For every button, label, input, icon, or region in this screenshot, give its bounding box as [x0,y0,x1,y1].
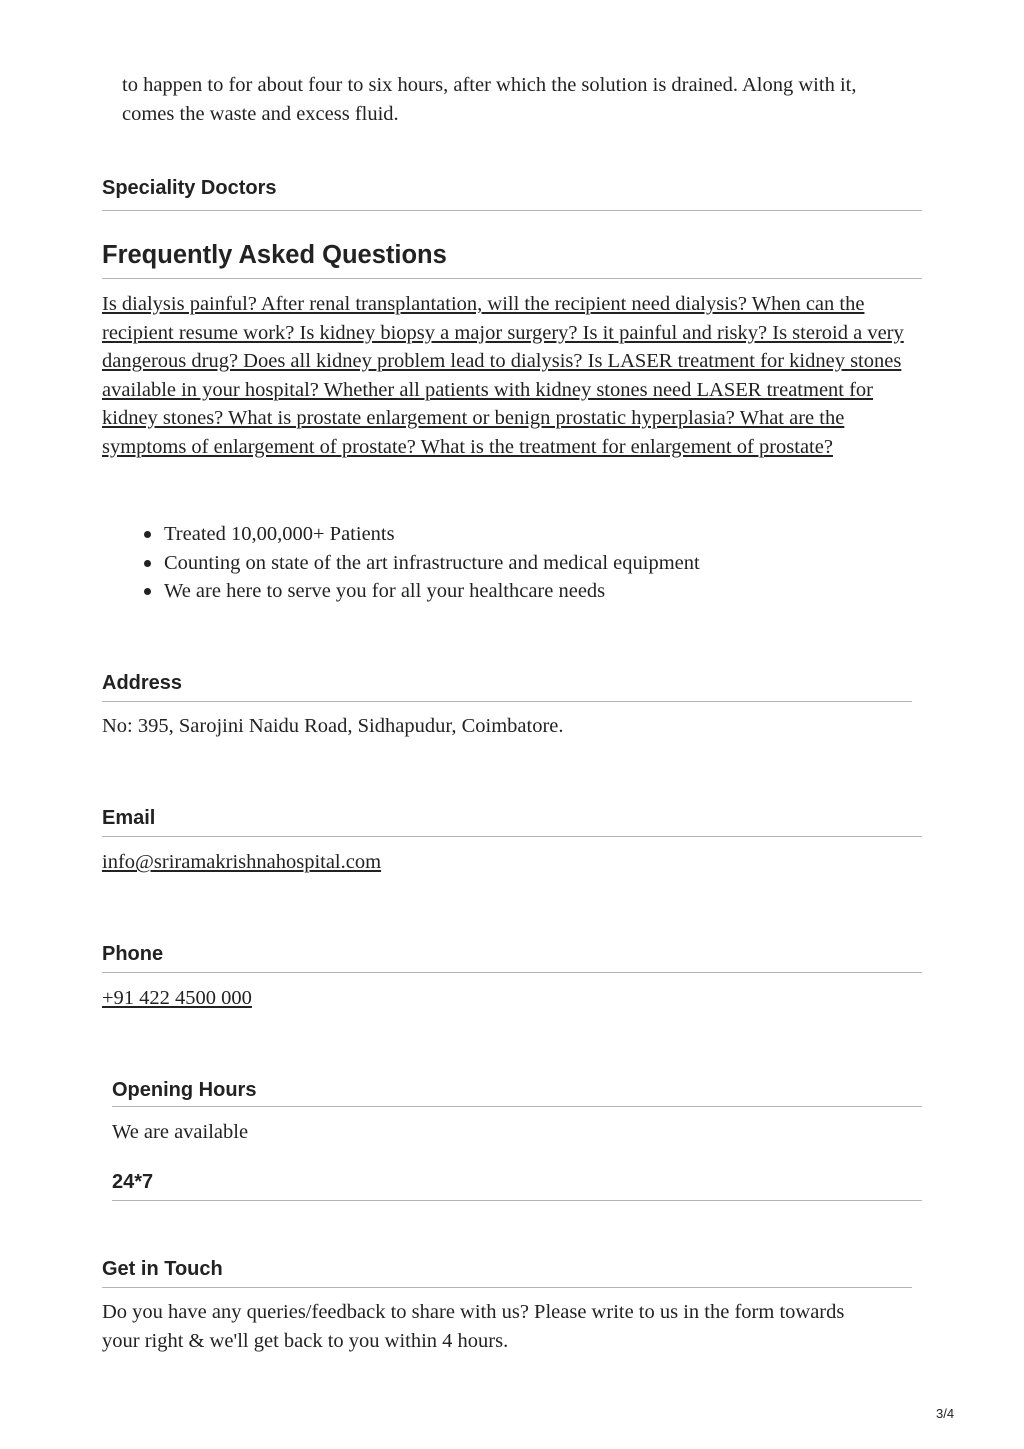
faq-links [102,290,917,461]
faq-heading: Frequently Asked Questions [102,241,447,269]
speciality-doctors-heading: Speciality Doctors [102,177,277,199]
get-in-touch-heading: Get in Touch [102,1258,223,1280]
email-divider [102,836,922,837]
address-heading: Address [102,672,183,694]
opening-hours-heading: Opening Hours [112,1079,257,1101]
address-divider [102,701,912,702]
phone-link[interactable]: +91 422 4500 000 [102,987,252,1009]
list-item: Treated 10,00,000+ Patients [102,520,902,549]
email-link[interactable]: info@sriramakrishnahospital.com [102,851,382,873]
phone-heading: Phone [102,943,164,965]
phone-divider [102,972,922,973]
get-in-touch-divider [102,1287,912,1288]
opening-hours-value-divider [112,1200,922,1201]
email-container [102,848,381,877]
address-value: No: 395, Sarojini Naidu Road, Sidhapudur, Coimbatore. [102,715,564,737]
page-number: 3/4 [936,1406,955,1421]
faq-questions-link[interactable]: Is dialysis painful? After renal transplantation, will the recipient need dialysis? When can the recipient resume work? Is kidney biopsy a major surgery? Is it painful and risky? Is steroid a very dangerous drug? Does all kidney problem lead to dialysis? Is LASER treatment for kidney stones available in your hospital? Whether all patients with kidney stones need LASER treatment for kidney stones? What is prostate enlargement or benign prostatic hyperplasia? What are the symptoms of enlargement of prostate? What is the treatment for enlargement of prostate? [102,293,904,458]
opening-hours-divider [112,1106,922,1107]
list-item: Counting on state of the art infrastructure and medical equipment [102,549,902,578]
faq-divider [102,278,922,279]
email-heading: Email [102,807,156,829]
phone-container [102,984,252,1013]
opening-hours-value: 24*7 [112,1171,154,1193]
intro-paragraph: to happen to for about four to six hours, after which the solution is drained. Along with it, comes the waste and excess fluid. [122,74,857,125]
opening-hours-text: We are available [112,1121,249,1143]
highlights-list-container [102,520,902,606]
speciality-divider [102,210,922,211]
list-item: We are here to serve you for all your healthcare needs [102,577,902,606]
highlights-list [102,520,902,606]
get-in-touch-text: Do you have any queries/feedback to share with us? Please write to us in the form towards your right & we'll get back to you within 4 hours. [102,1301,845,1352]
